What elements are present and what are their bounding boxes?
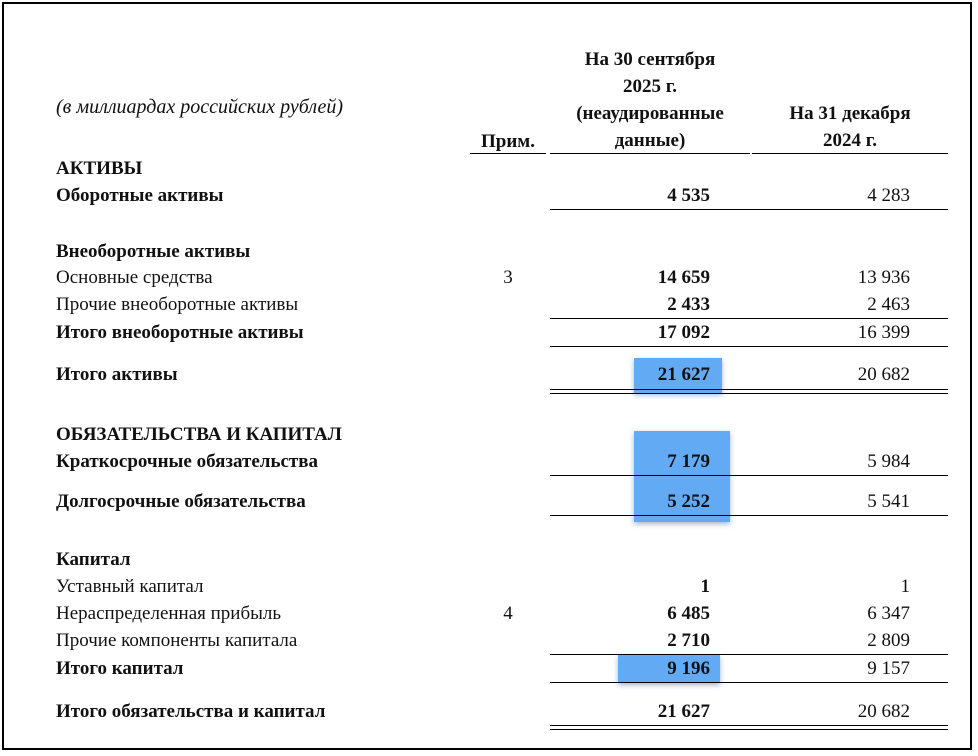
row-retained-earnings-current: 6 485 [667, 603, 710, 624]
row-total-liabilities-equity-current: 21 627 [657, 701, 710, 722]
row-total-assets-label: Итого активы [56, 364, 178, 385]
rule-current-liabilities [550, 475, 948, 476]
row-other-noncurrent-current: 2 433 [667, 294, 710, 315]
row-total-equity-previous: 9 157 [867, 658, 910, 679]
rule-noncurrent-liabilities [550, 515, 948, 516]
header-rule-current [550, 153, 750, 154]
rule-total-assets-bottom [550, 393, 948, 394]
row-current-liabilities-current: 7 179 [667, 451, 710, 472]
note-column-header: Прим. [481, 131, 535, 152]
rule-total-noncurrent [550, 346, 948, 347]
row-ppe-current: 14 659 [657, 267, 710, 288]
row-ppe-previous: 13 936 [857, 267, 910, 288]
row-total-liabilities-equity-label: Итого обязательства и капитал [56, 701, 326, 722]
current-period-header-2: 2025 г. [623, 76, 677, 97]
rule-total-equity [550, 682, 948, 683]
rule-total-assets-top [550, 389, 948, 390]
row-total-equity-current: 9 196 [667, 658, 710, 679]
subsection-equity: Капитал [56, 549, 131, 570]
row-share-capital-current: 1 [700, 576, 710, 597]
row-total-noncurrent-current: 17 092 [657, 322, 710, 343]
row-noncurrent-liabilities-previous: 5 541 [867, 491, 910, 512]
previous-period-header-1: На 31 декабря [789, 103, 911, 124]
units-caption: (в миллиардах российских рублей) [56, 96, 344, 118]
row-current-assets-previous: 4 283 [867, 185, 910, 206]
rule-other-equity [550, 654, 948, 655]
subsection-noncurrent-assets: Внеоборотные активы [56, 241, 251, 262]
row-ppe-note: 3 [503, 267, 513, 288]
row-other-equity-current: 2 710 [667, 630, 710, 651]
row-retained-earnings-note: 4 [503, 603, 513, 624]
row-current-assets-current: 4 535 [667, 185, 710, 206]
header-rule-previous [752, 153, 948, 154]
rule-other-noncurrent [550, 318, 948, 319]
current-period-header-4: данные) [614, 130, 686, 151]
rule-current-assets [550, 209, 948, 210]
row-share-capital-label: Уставный капитал [56, 576, 204, 597]
row-total-liabilities-equity-previous: 20 682 [857, 701, 910, 722]
row-ppe-label: Основные средства [56, 267, 213, 288]
section-liabilities-equity: ОБЯЗАТЕЛЬСТВА И КАПИТАЛ [56, 424, 342, 445]
row-total-noncurrent-previous: 16 399 [857, 322, 910, 343]
row-current-assets-label: Оборотные активы [56, 185, 224, 206]
row-total-assets-current: 21 627 [657, 364, 710, 385]
row-current-liabilities-label: Краткосрочные обязательства [56, 451, 319, 472]
previous-period-header-2: 2024 г. [823, 130, 877, 151]
row-share-capital-previous: 1 [900, 576, 910, 597]
rule-total-liabilities-equity-bottom [550, 729, 948, 730]
row-retained-earnings-label: Нераспределенная прибыль [56, 603, 282, 624]
row-total-noncurrent-label: Итого внеоборотные активы [56, 322, 304, 343]
row-retained-earnings-previous: 6 347 [867, 603, 910, 624]
row-other-noncurrent-previous: 2 463 [867, 294, 910, 315]
row-total-equity-label: Итого капитал [56, 658, 184, 679]
header-rule-note [470, 153, 546, 154]
row-other-equity-label: Прочие компоненты капитала [56, 630, 298, 651]
row-total-assets-previous: 20 682 [857, 364, 910, 385]
rule-total-liabilities-equity-top [550, 725, 948, 726]
row-noncurrent-liabilities-current: 5 252 [667, 491, 710, 512]
current-period-header-3: (неаудированные [576, 103, 724, 124]
section-assets: АКТИВЫ [56, 158, 143, 179]
row-other-noncurrent-label: Прочие внеоборотные активы [56, 294, 299, 315]
current-period-header-1: На 30 сентября [584, 49, 716, 70]
row-noncurrent-liabilities-label: Долгосрочные обязательства [56, 491, 306, 512]
row-current-liabilities-previous: 5 984 [867, 451, 910, 472]
row-other-equity-previous: 2 809 [867, 630, 910, 651]
